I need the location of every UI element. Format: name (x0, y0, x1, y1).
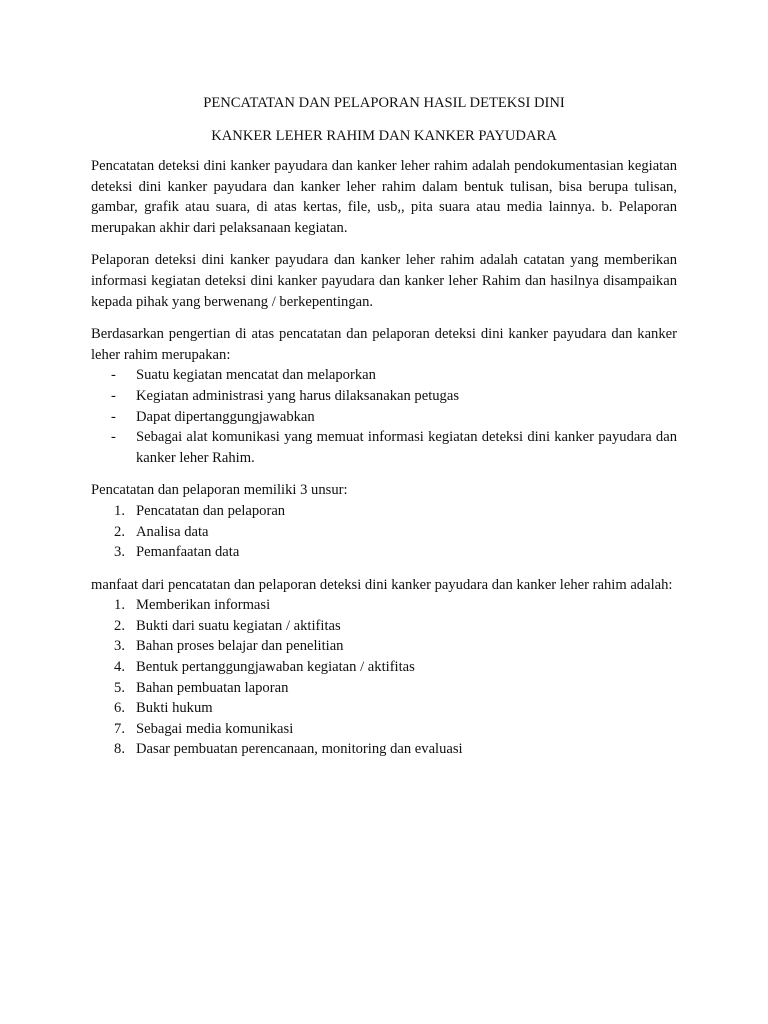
list-number: 3. (114, 544, 125, 561)
list-item-text: Dapat dipertanggungjawabkan (136, 408, 315, 425)
list-item-text: Bentuk pertanggungjawaban kegiatan / aktifitas (136, 659, 415, 676)
list-item (91, 542, 677, 563)
list-item (91, 719, 677, 740)
list-item (91, 595, 677, 616)
list-item-text: Bukti dari suatu kegiatan / aktifitas (136, 617, 341, 634)
list-item-text: Analisa data (136, 523, 209, 540)
list-number: 2. (114, 617, 125, 634)
list-item-text: Pemanfaatan data (136, 544, 240, 561)
list-item (91, 407, 677, 428)
dash-bullet: - (111, 367, 116, 384)
list-item (91, 365, 677, 386)
list-number: 2. (114, 523, 125, 540)
dash-bullet: - (111, 408, 116, 425)
list-number: 7. (114, 720, 125, 737)
list-item-text: Suatu kegiatan mencatat dan melaporkan (136, 367, 376, 384)
list-number: 1. (114, 502, 125, 519)
document-title-line-2: KANKER LEHER RAHIM DAN KANKER PAYUDARA (211, 128, 557, 144)
list-item (91, 678, 677, 699)
list-item-text: Bahan pembuatan laporan (136, 679, 289, 696)
document-title-line-1: PENCATATAN DAN PELAPORAN HASIL DETEKSI DINI (203, 95, 565, 111)
section2-lead: Pencatatan dan pelaporan memiliki 3 unsur: (91, 482, 348, 499)
manfaat-list (91, 595, 677, 760)
dash-bullet: - (111, 387, 116, 404)
list-item (91, 636, 677, 657)
list-item-text: Dasar pembuatan perencanaan, monitoring dan evaluasi (136, 741, 463, 758)
list-item-text: Sebagai media komunikasi (136, 720, 294, 737)
list-number: 6. (114, 700, 125, 717)
dash-bullet: - (111, 429, 116, 446)
list-item-text: Memberikan informasi (136, 597, 271, 614)
document-page (91, 93, 677, 772)
list-item (91, 522, 677, 543)
list-item (91, 616, 677, 637)
paragraph-pencatatan: Pencatatan deteksi dini kanker payudara dan kanker leher rahim adalah pendokumentasian kegiatan deteksi dini kanker payudara dan kanker leher rahim dalam bentuk tulisan, bisa berupa tulisan, gambar, grafik atau suara, di atas kertas, file, usb,, pita suara atau media lainnya. b. Pelaporan merupakan akhir dari pelaksanaan kegiatan. (91, 158, 677, 236)
list-number: 4. (114, 659, 125, 676)
dash-list (91, 365, 677, 468)
section1-lead: Berdasarkan pengertian di atas pencatatan dan pelaporan deteksi dini kanker payudara dan kanker leher rahim merupakan: (91, 326, 677, 363)
unsur-list (91, 501, 677, 563)
list-item-text: Sebagai alat komunikasi yang memuat informasi kegiatan deteksi dini kanker payudara dan kanker leher Rahim. (136, 429, 677, 466)
list-item-text: Bahan proses belajar dan penelitian (136, 638, 344, 655)
paragraph-pelaporan: Pelaporan deteksi dini kanker payudara dan kanker leher rahim adalah catatan yang memberikan informasi kegiatan deteksi dini kanker payudara dan kanker leher Rahim dan hasilnya disampaikan kepada pihak yang berwenang / berkepentingan. (91, 252, 677, 310)
list-item (91, 427, 677, 468)
list-item (91, 501, 677, 522)
list-number: 8. (114, 741, 125, 758)
section3-lead: manfaat dari pencatatan dan pelaporan deteksi dini kanker payudara dan kanker leher rahim adalah: (91, 576, 673, 593)
list-item-text: Bukti hukum (136, 700, 213, 717)
list-item (91, 739, 677, 760)
list-item (91, 698, 677, 719)
list-item (91, 386, 677, 407)
list-number: 3. (114, 638, 125, 655)
list-item-text: Kegiatan administrasi yang harus dilaksanakan petugas (136, 387, 459, 404)
list-item (91, 657, 677, 678)
list-number: 5. (114, 679, 125, 696)
list-item-text: Pencatatan dan pelaporan (136, 502, 286, 519)
list-number: 1. (114, 597, 125, 614)
